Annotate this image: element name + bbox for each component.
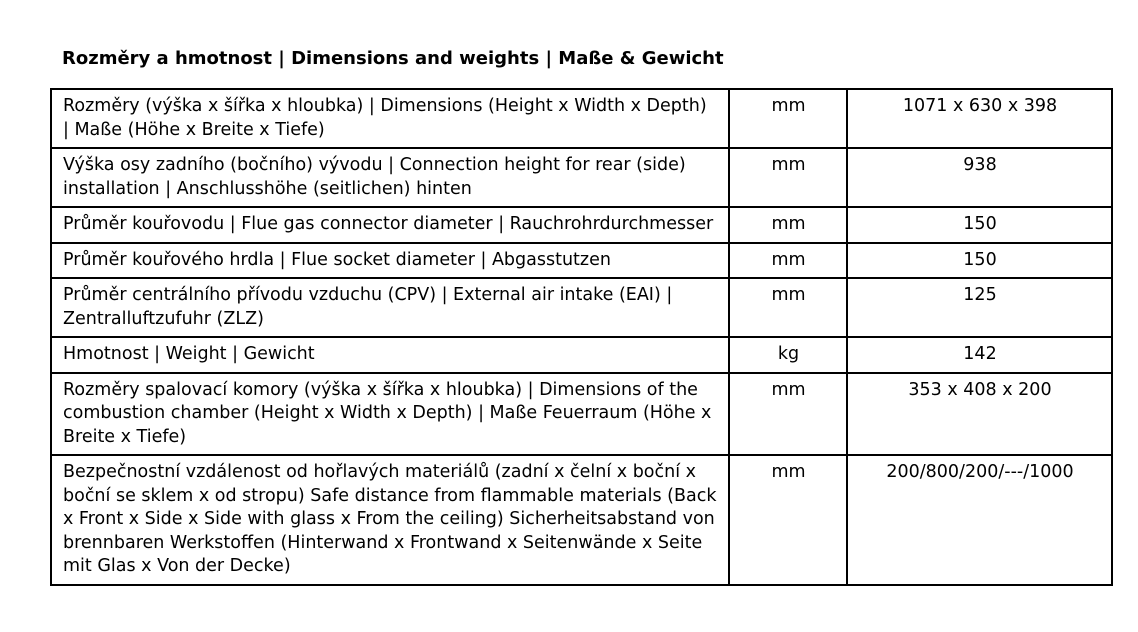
specifications-table — [50, 88, 1113, 586]
row-value: 353 x 408 x 200 — [847, 373, 1112, 456]
table-row-connection-height — [51, 148, 1112, 207]
table-row-combustion-chamber-dimensions — [51, 373, 1112, 456]
row-value: 1071 x 630 x 398 — [847, 89, 1112, 148]
row-label: Průměr centrálního přívodu vzduchu (CPV) | External air intake (EAI) | Zentralluftzufuhr (ZLZ) — [51, 278, 729, 337]
table-row-air-intake-diameter — [51, 278, 1112, 337]
row-value: 150 — [847, 243, 1112, 279]
row-unit: mm — [729, 373, 847, 456]
row-unit: mm — [729, 89, 847, 148]
row-label: Výška osy zadního (bočního) vývodu | Connection height for rear (side) installation | Anschlusshöhe (seitlichen) hinten — [51, 148, 729, 207]
row-label: Bezpečnostní vzdálenost od hořlavých materiálů (zadní x čelní x boční x boční se sklem x od stropu) Safe distance from flammable materials (Back x Front x Side x Side with glass x From the ceiling) Sicherheitsabstand von brennbaren Werkstoffen (Hinterwand x Frontwand x Seitenwände x Seite mit Glas x Von der Decke) — [51, 455, 729, 585]
row-unit: mm — [729, 243, 847, 279]
row-unit: mm — [729, 278, 847, 337]
row-label: Rozměry (výška x šířka x hloubka) | Dimensions (Height x Width x Depth) | Maße (Höhe x Breite x Tiefe) — [51, 89, 729, 148]
row-label: Hmotnost | Weight | Gewicht — [51, 337, 729, 373]
row-unit: kg — [729, 337, 847, 373]
row-unit: mm — [729, 207, 847, 243]
table-row-safe-distance — [51, 455, 1112, 585]
row-value: 200/800/200/---/1000 — [847, 455, 1112, 585]
row-value: 125 — [847, 278, 1112, 337]
row-unit: mm — [729, 148, 847, 207]
row-label: Průměr kouřovodu | Flue gas connector diameter | Rauchrohrdurchmesser — [51, 207, 729, 243]
section-title: Rozměry a hmotnost | Dimensions and weights | Maße & Gewicht — [62, 48, 724, 69]
row-value: 150 — [847, 207, 1112, 243]
row-value: 142 — [847, 337, 1112, 373]
row-label: Rozměry spalovací komory (výška x šířka x hloubka) | Dimensions of the combustion chamber (Height x Width x Depth) | Maße Feuerraum (Höhe x Breite x Tiefe) — [51, 373, 729, 456]
row-unit: mm — [729, 455, 847, 585]
table-row-flue-connector-diameter — [51, 207, 1112, 243]
row-value: 938 — [847, 148, 1112, 207]
row-label: Průměr kouřového hrdla | Flue socket diameter | Abgasstutzen — [51, 243, 729, 279]
table-row-weight — [51, 337, 1112, 373]
table-row-dimensions — [51, 89, 1112, 148]
table-row-flue-socket-diameter — [51, 243, 1112, 279]
